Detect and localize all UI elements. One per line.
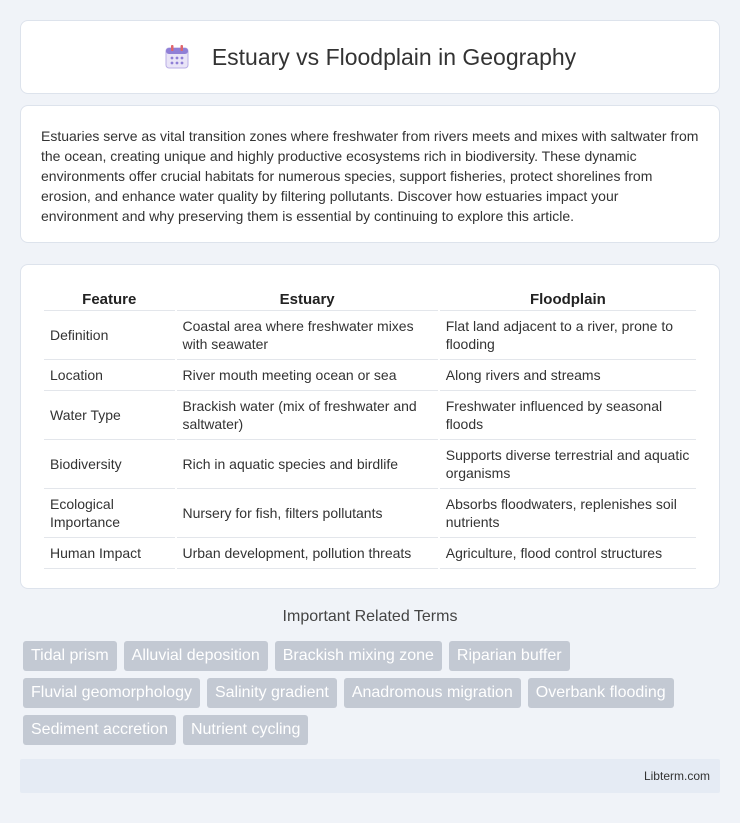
table-cell: Flat land adjacent to a river, prone to flooding xyxy=(440,311,696,360)
related-term-tag[interactable]: Nutrient cycling xyxy=(183,715,308,745)
table-row xyxy=(44,440,696,489)
related-term-tag[interactable]: Sediment accretion xyxy=(23,715,176,745)
table-cell: Along rivers and streams xyxy=(440,360,696,391)
calendar-icon xyxy=(164,44,190,70)
intro-card xyxy=(20,105,720,243)
related-term-tag[interactable]: Salinity gradient xyxy=(207,678,337,708)
comparison-table xyxy=(42,285,698,569)
table-row xyxy=(44,538,696,569)
comparison-card xyxy=(20,264,720,589)
table-cell: Rich in aquatic species and birdlife xyxy=(177,440,438,489)
table-row xyxy=(44,489,696,538)
table-cell: Location xyxy=(44,360,175,391)
related-terms-list xyxy=(23,641,713,745)
table-cell: Absorbs floodwaters, replenishes soil nutrients xyxy=(440,489,696,538)
header-card xyxy=(20,20,720,94)
table-cell: Ecological Importance xyxy=(44,489,175,538)
related-term-tag[interactable]: Anadromous migration xyxy=(344,678,521,708)
column-header-estuary: Estuary xyxy=(177,285,438,311)
related-term-tag[interactable]: Riparian buffer xyxy=(449,641,570,671)
table-cell: Biodiversity xyxy=(44,440,175,489)
column-header-feature: Feature xyxy=(44,285,175,311)
table-cell: Human Impact xyxy=(44,538,175,569)
table-cell: Urban development, pollution threats xyxy=(177,538,438,569)
table-cell: Nursery for fish, filters pollutants xyxy=(177,489,438,538)
table-cell: Freshwater influenced by seasonal floods xyxy=(440,391,696,440)
footer xyxy=(20,759,720,793)
table-row xyxy=(44,311,696,360)
related-term-tag[interactable]: Tidal prism xyxy=(23,641,117,671)
table-cell: Agriculture, flood control structures xyxy=(440,538,696,569)
table-cell: River mouth meeting ocean or sea xyxy=(177,360,438,391)
intro-paragraph: Estuaries serve as vital transition zones where freshwater from rivers meets and mixes with saltwater from the ocean, creating unique and highly productive ecosystems rich in biodiversity. These dynamic environments offer crucial habitats for numerous species, support fisheries, protect shorelines from erosion, and enhance water quality by filtering pollutants. Discover how estuaries impact your environment and why preserving them is essential by continuing to explore this article. xyxy=(41,128,699,224)
table-cell: Water Type xyxy=(44,391,175,440)
related-terms-heading: Important Related Terms xyxy=(282,608,458,625)
related-term-tag[interactable]: Fluvial geomorphology xyxy=(23,678,200,708)
related-term-tag[interactable]: Alluvial deposition xyxy=(124,641,268,671)
related-term-tag[interactable]: Brackish mixing zone xyxy=(275,641,442,671)
table-row xyxy=(44,391,696,440)
page-title: Estuary vs Floodplain in Geography xyxy=(211,43,577,70)
table-cell: Supports diverse terrestrial and aquatic organisms xyxy=(440,440,696,489)
table-row xyxy=(44,360,696,391)
table-cell: Brackish water (mix of freshwater and saltwater) xyxy=(177,391,438,440)
column-header-floodplain: Floodplain xyxy=(440,285,696,311)
footer-site-link[interactable]: Libterm.com xyxy=(643,769,710,783)
table-cell: Definition xyxy=(44,311,175,360)
table-cell: Coastal area where freshwater mixes with seawater xyxy=(177,311,438,360)
related-term-tag[interactable]: Overbank flooding xyxy=(528,678,674,708)
